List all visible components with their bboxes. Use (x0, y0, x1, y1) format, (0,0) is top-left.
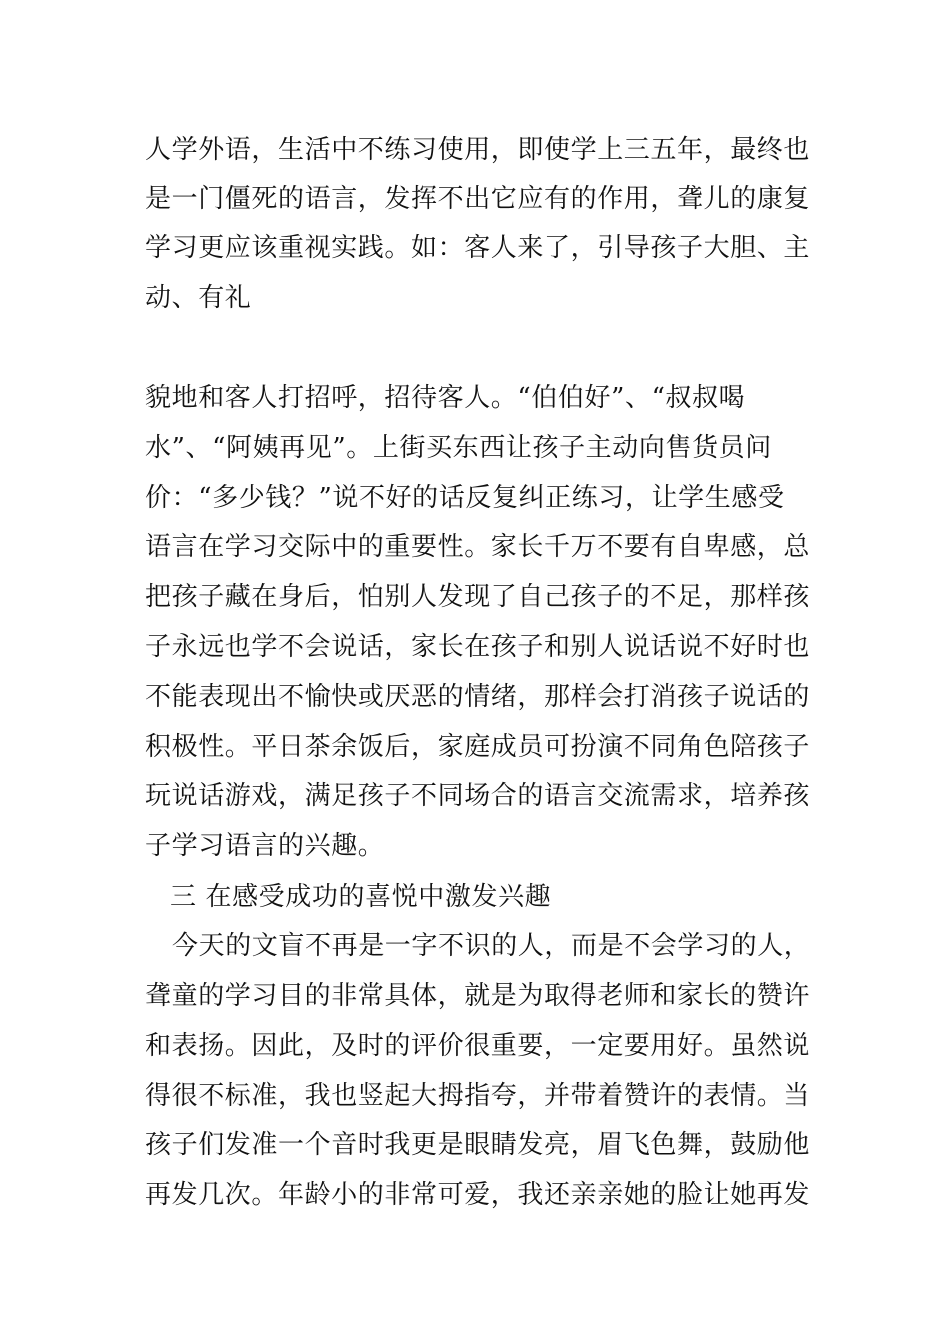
text-line: 是一门僵死的语言，发挥不出它应有的作用，聋儿的康复 (145, 184, 811, 214)
text-line: 积极性。平日茶余饭后，家庭成员可扮演不同角色陪孩子 (145, 732, 811, 762)
text-line: 玩说话游戏，满足孩子不同场合的语言交流需求，培养孩 (145, 781, 811, 811)
text-line: 水”、“阿姨再见”。上街买东西让孩子主动向售货员问 (145, 433, 772, 463)
section-heading: 三 在感受成功的喜悦中激发兴趣 (170, 882, 552, 912)
text-line: 人学外语，生活中不练习使用，即使学上三五年，最终也 (145, 135, 811, 165)
text-line: 价：“多少钱？”说不好的话反复纠正练习，让学生感受 (145, 483, 785, 513)
text-line: 和表扬。因此，及时的评价很重要，一定要用好。虽然说 (145, 1031, 811, 1061)
text-line: 语言在学习交际中的重要性。家长千万不要有自卑感，总 (145, 532, 811, 562)
text-line: 动、有礼 (145, 283, 252, 313)
text-line: 子学习语言的兴趣。 (145, 831, 385, 861)
text-line: 孩子们发准一个音时我更是眼睛发亮，眉飞色舞，鼓励他 (145, 1130, 811, 1160)
text-line: 不能表现出不愉快或厌恶的情绪，那样会打消孩子说话的 (145, 682, 811, 712)
text-line: 今天的文盲不再是一字不识的人，而是不会学习的人， (172, 931, 811, 961)
text-line: 把孩子藏在身后，怕别人发现了自己孩子的不足，那样孩 (145, 582, 811, 612)
text-line: 貌地和客人打招呼，招待客人。“伯伯好”、“叔叔喝 (145, 383, 746, 413)
text-line: 再发几次。年龄小的非常可爱，我还亲亲她的脸让她再发 (145, 1180, 811, 1210)
text-line: 聋童的学习目的非常具体，就是为取得老师和家长的赞许 (145, 981, 811, 1011)
text-line: 子永远也学不会说话，家长在孩子和别人说话说不好时也 (145, 632, 811, 662)
text-line: 学习更应该重视实践。如：客人来了，引导孩子大胆、主 (145, 233, 811, 263)
text-line: 得很不标准，我也竖起大拇指夸，并带着赞许的表情。当 (145, 1081, 811, 1111)
